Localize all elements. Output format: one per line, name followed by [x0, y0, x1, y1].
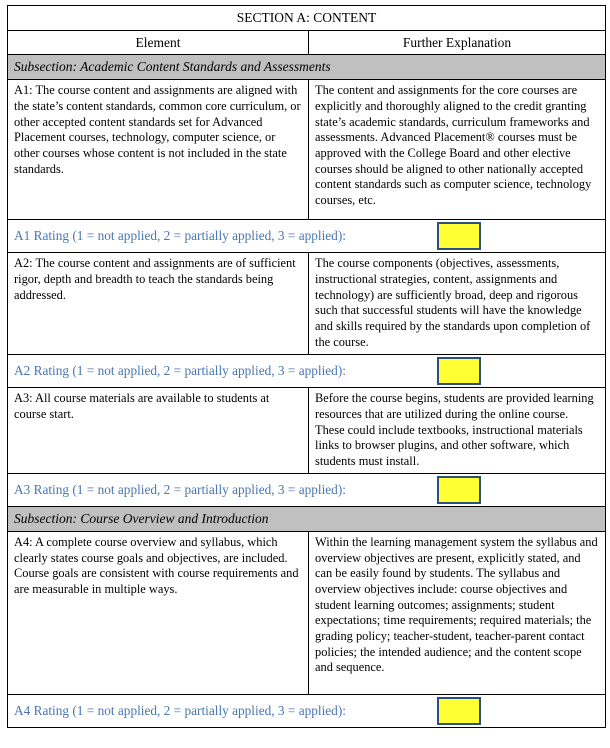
rating-label: A3 Rating (1 = not applied, 2 = partially applied, 3 = applied):	[8, 474, 309, 507]
subsection-title: Subsection: Course Overview and Introduction	[8, 507, 606, 532]
rating-label: A1 Rating (1 = not applied, 2 = partially applied, 3 = applied):	[8, 220, 309, 253]
explanation-cell: Within the learning management system the syllabus and overview objectives are present, explicitly stated, and can be easily found by students. The syllabus and overview objectives include: course objectives and student learning outcomes; assignments; student expectations; time requirements; required materials; the grading policy; teacher-student, teacher-parent contact policies; the intended audience; and the content scope and sequence.	[309, 531, 606, 694]
rating-cell	[309, 220, 606, 253]
section-title: SECTION A: CONTENT	[8, 6, 606, 31]
rating-input-box[interactable]	[437, 697, 481, 725]
rating-label: A2 Rating (1 = not applied, 2 = partially applied, 3 = applied):	[8, 355, 309, 388]
rubric-table	[7, 5, 606, 728]
column-header-element: Element	[8, 30, 309, 55]
column-header-explanation: Further Explanation	[309, 30, 606, 55]
explanation-cell: The course components (objectives, assessments, instructional strategies, content, assignments and technology) are sufficiently broad, deep and rigorous such that successful students will have the knowledge and skills required by the standards upon completion of the course.	[309, 253, 606, 355]
element-cell: A4: A complete course overview and syllabus, which clearly states course goals and objectives, are included. Course goals are consistent with course requirements and are measurable in multiple ways.	[8, 531, 309, 694]
rating-input-box[interactable]	[437, 222, 481, 250]
subsection-title: Subsection: Academic Content Standards and Assessments	[8, 55, 606, 80]
rating-cell	[309, 694, 606, 727]
rating-input-box[interactable]	[437, 357, 481, 385]
rating-cell	[309, 355, 606, 388]
element-cell: A3: All course materials are available to students at course start.	[8, 388, 309, 474]
element-cell: A2: The course content and assignments are of sufficient rigor, depth and breadth to teach the standards being addressed.	[8, 253, 309, 355]
element-cell: A1: The course content and assignments are aligned with the state’s content standards, common core curriculum, or other accepted content standards set for Advanced Placement courses, technology, computer science, or other courses whose content is not included in the state standards.	[8, 80, 309, 220]
rating-label: A4 Rating (1 = not applied, 2 = partially applied, 3 = applied):	[8, 694, 309, 727]
explanation-cell: The content and assignments for the core courses are explicitly and thoroughly aligned to the credit granting state’s academic standards, curriculum frameworks and assessments. Advanced Placement® courses must be approved with the College Board and other elective courses should be aligned to other nationally accepted content standards such as computer science, technology courses, etc.	[309, 80, 606, 220]
explanation-cell: Before the course begins, students are provided learning resources that are utilized during the online course. These could include textbooks, instructional materials links to browser plugins, and other software, which students must install.	[309, 388, 606, 474]
rating-input-box[interactable]	[437, 476, 481, 504]
rating-cell	[309, 474, 606, 507]
